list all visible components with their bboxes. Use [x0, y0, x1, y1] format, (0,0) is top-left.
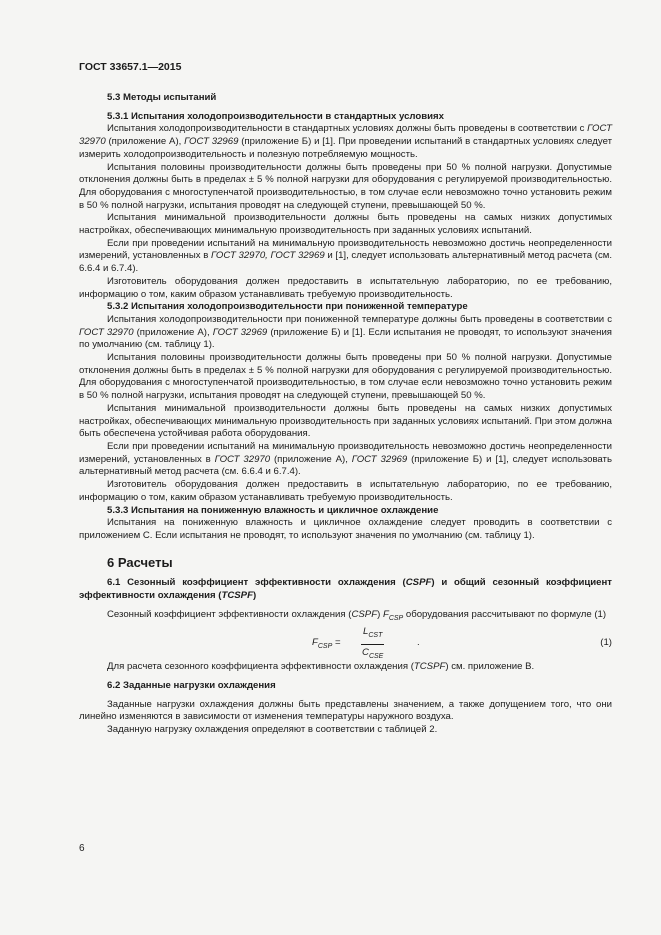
- paragraph: Заданную нагрузку охлаждения определяют в соответствии с таблицей 2.: [107, 724, 438, 736]
- section-5-3-heading: 5.3 Методы испытаний: [107, 92, 217, 103]
- text: Если при проведении испытаний на минимальную производительность невозможно достичь неопределенности измерений, установленных в: [79, 237, 612, 262]
- symbol: C: [362, 646, 369, 658]
- text: ) и общий сезонный коэффициент эффективности охлаждения (: [79, 577, 612, 602]
- section-6-heading: 6 Расчеты: [107, 554, 173, 570]
- symbol: F: [312, 637, 318, 649]
- section-6-2-heading: 6.2 Заданные нагрузки охлаждения: [107, 680, 276, 692]
- symbol: L: [363, 626, 369, 638]
- document-header: ГОСТ 33657.1—2015: [79, 61, 182, 73]
- page-number: 6: [79, 843, 85, 854]
- text: (приложение А),: [133, 326, 213, 338]
- text: Для расчета сезонного коэффициента эффективности охлаждения (: [107, 661, 414, 673]
- formula-denominator: [361, 645, 384, 664]
- symbol: F: [382, 608, 389, 620]
- text: (приложение Б) и [1], следует использовать альтернативный метод расчета (см. 6.6.4 и 6.7.4).: [79, 453, 612, 478]
- text: Сезонный коэффициент эффективности охлаждения (: [107, 608, 352, 620]
- paragraph: Испытания минимальной производительности должны быть проведены на самых низких допустимых настройках, обеспечивающих минимальную производительность при заданных условиях испытаний. При этом должна быть обеспечена устойчивая работа оборудования.: [79, 402, 612, 440]
- abbr: TCSPF: [221, 590, 253, 602]
- paragraph: [79, 609, 612, 626]
- text: ): [252, 590, 257, 602]
- symbol-subscript: CSP: [388, 614, 404, 622]
- standard-ref: ГОСТ 32969: [184, 136, 239, 148]
- equals-sign: =: [332, 637, 341, 649]
- paragraph: Заданные нагрузки охлаждения должны быть представлены значением, а также допущением того, что они линейно изменяются в зависимости от изменения температуры наружного воздуха.: [79, 698, 612, 723]
- text: (приложение Б) и [1]. Если испытания не проводят, то используют значения по умолчанию (см. таблицу 1).: [79, 326, 612, 351]
- text: ): [377, 608, 383, 620]
- formula-fraction: [361, 626, 384, 663]
- standard-ref: ГОСТ 32969: [212, 326, 268, 338]
- symbol-subscript: CST: [368, 632, 383, 640]
- document-body: [79, 92, 612, 737]
- paragraph: [79, 314, 612, 352]
- paragraph: Испытания на пониженную влажность и цикличное охлаждение следует проводить в соответствии с приложением С. Если испытания не проводят, то используют значения по умолчанию (см. таблицу 1).: [79, 517, 612, 541]
- standard-ref: ГОСТ 32970: [79, 326, 134, 338]
- paragraph: [79, 661, 612, 674]
- text: оборудования рассчитывают по формуле (1): [403, 608, 607, 620]
- section-5-3-2-heading: 5.3.2 Испытания холодопроизводительности при пониженной температуре: [107, 301, 468, 313]
- abbr: CSPF: [351, 608, 378, 620]
- abbr: CSPF: [405, 577, 432, 589]
- standard-ref: ГОСТ 32970, ГОСТ 32969: [211, 250, 325, 262]
- text: (приложение А),: [270, 453, 352, 465]
- standard-ref: ГОСТ 32970: [79, 123, 612, 148]
- formula-period: .: [417, 637, 420, 649]
- symbol-subscript: CSE: [368, 652, 384, 660]
- formula-1: [79, 625, 612, 661]
- text: ) см. приложение В.: [445, 661, 535, 673]
- paragraph: Изготовитель оборудования должен предоставить в испытательную лабораторию, по ее требованию, информацию о том, каким образом устанавливать требуемую производительность.: [79, 275, 612, 300]
- standard-ref: ГОСТ 32970: [214, 453, 271, 465]
- section-5-3-1-heading: 5.3.1 Испытания холодопроизводительности в стандартных условиях: [107, 110, 444, 122]
- paragraph: Испытания половины производительности должны быть проведены при 50 % полной нагрузки. Допустимые отклонения должны быть в пределах ± 5 % полной нагрузки для оборудования с регулируемой производительностью. Для оборудования с многоступенчатой производительностью, в том случае если невозможно точно установить режим в 50 % полной нагрузки, испытания проводят на следующей ступени, превышающей 50 %.: [79, 161, 612, 211]
- text: и [1], следует использовать альтернативный метод расчета (см. 6.6.4 и 6.7.4).: [79, 250, 613, 275]
- paragraph: [79, 123, 612, 161]
- section-6-1-heading: [79, 577, 612, 602]
- paragraph: Изготовитель оборудования должен предоставить в испытательную лабораторию, по ее требованию, информацию о том, каким образом устанавливать требуемую производительность.: [79, 479, 612, 503]
- text: Если при проведении испытаний на минимальную производительность невозможно достичь неопределенности измерений, установленных в: [79, 440, 612, 465]
- formula-lhs: [312, 637, 341, 654]
- formula-number: (1): [600, 637, 612, 649]
- paragraph: Испытания половины производительности должны быть проведены при 50 % полной нагрузки. Допустимые отклонения должны быть в пределах ± 5 % полной нагрузки для оборудования с регулируемой производительностью. Для оборудования с многоступенчатой производительностью, в том случае если невозможно точно установить режим в 50 % полной нагрузки, испытания проводят на следующей ступени, превышающей 50 %.: [79, 352, 612, 402]
- text: 6.1 Сезонный коэффициент эффективности охлаждения (: [107, 577, 406, 589]
- standard-ref: ГОСТ 32969: [351, 453, 408, 465]
- symbol-subscript: CSP: [317, 643, 333, 651]
- text: (приложение Б) и [1]. При проведении испытаний в стандартных условиях следует измерить холодопроизводительность и полезную потребляемую мощность.: [79, 136, 612, 160]
- text: Испытания холодопроизводительности при пониженной температуре должны быть проведены в соответствии с: [107, 313, 612, 325]
- section-5-3-3-heading: 5.3.3 Испытания на пониженную влажность и цикличное охлаждение: [107, 504, 439, 516]
- paragraph: Испытания минимальной производительности должны быть проведены на самых низких допустимых настройках, обеспечивающих минимальную производительность при заданных условиях испытаний.: [79, 212, 612, 237]
- formula-numerator: [361, 626, 384, 645]
- paragraph: [79, 441, 612, 479]
- paragraph: [79, 238, 612, 276]
- abbr: TCSPF: [413, 661, 446, 673]
- text: Испытания холодопроизводительности в стандартных условиях должны быть проведены в соответствии с: [107, 123, 588, 135]
- text: (приложение А),: [105, 136, 185, 148]
